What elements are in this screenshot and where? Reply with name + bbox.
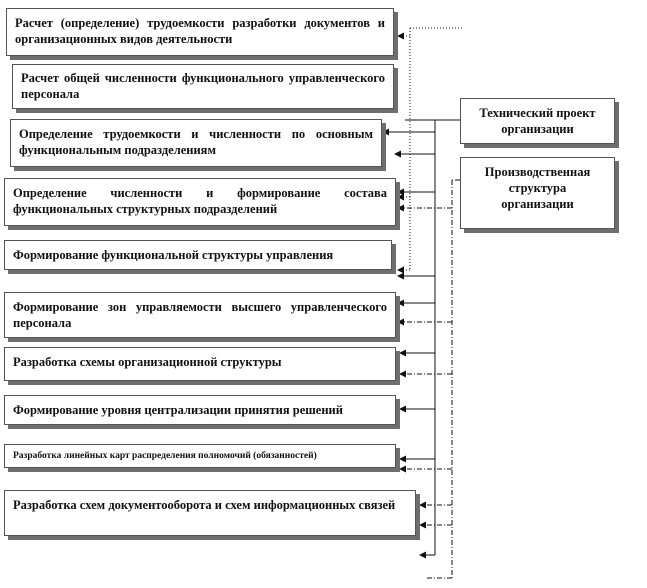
step-box: [12, 64, 394, 109]
step-text: Разработка схемы организационной структуры: [13, 355, 282, 369]
step-box: [6, 8, 394, 56]
step-text: Формирование уровня централизации принятия решений: [13, 403, 343, 417]
step-text: Определение трудоемкости и численности по основным функциональным подразделениям: [19, 127, 373, 157]
step-box: [4, 178, 396, 226]
step-box: [10, 119, 382, 167]
step-text: Разработка линейных карт распределения полномочий (обязанностей): [13, 451, 317, 461]
step-box: [4, 240, 392, 270]
step-box: [4, 444, 396, 468]
production-structure-box: [460, 157, 615, 229]
step-box: [4, 395, 396, 425]
step-text: Определение численности и формирование состава функциональных структурных подразделений: [13, 186, 387, 216]
step-box: [4, 347, 396, 381]
step-box: [4, 490, 416, 536]
tech-project-box: [460, 98, 615, 144]
step-text: Формирование зон управляемости высшего управленческого персонала: [13, 300, 387, 330]
production-structure-text: Производственная структура организации: [484, 165, 591, 211]
step-box: [4, 292, 396, 338]
tech-project-text: Технический проект организации: [479, 106, 596, 136]
step-text: Расчет общей численности функционального управленческого персонала: [21, 71, 385, 101]
step-text: Формирование функциональной структуры управления: [13, 248, 334, 262]
step-text: Разработка схем документооборота и схем информационных связей: [13, 498, 396, 512]
step-text: Расчет (определение) трудоемкости разработки документов и организационных видов деятельности: [15, 16, 385, 46]
